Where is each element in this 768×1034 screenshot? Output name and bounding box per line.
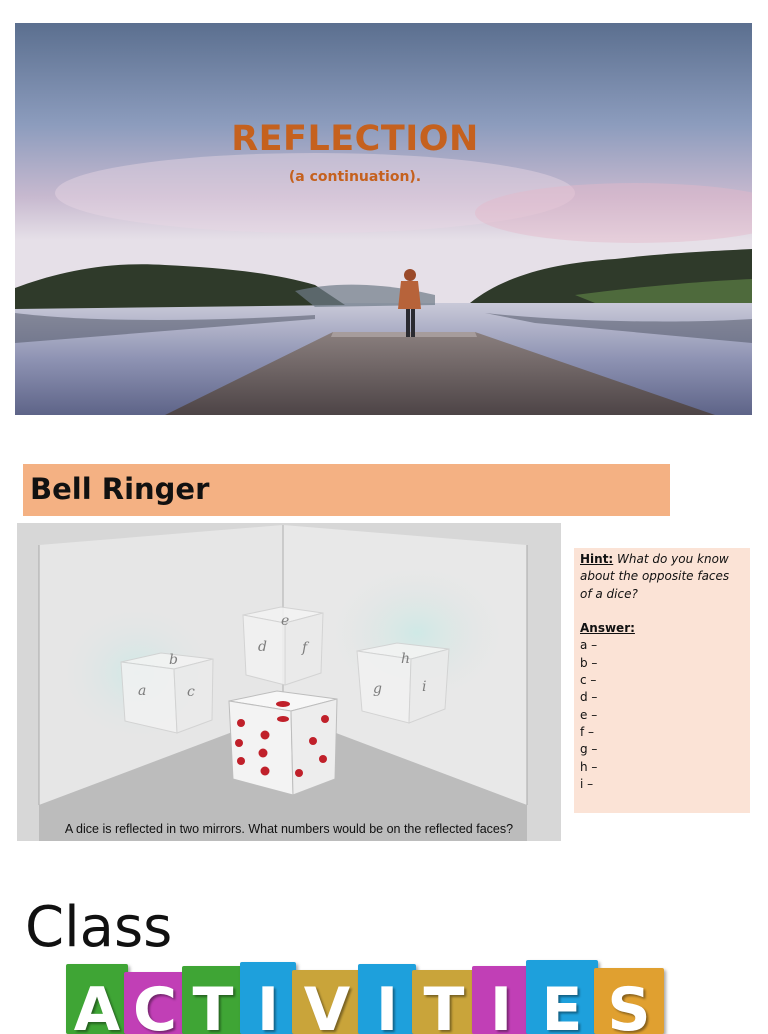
tile-letter: E	[541, 975, 583, 1034]
answer-b: b –	[580, 655, 598, 670]
letter-tile	[526, 960, 598, 1034]
tile-letter: T	[192, 975, 234, 1034]
answer-d: d –	[580, 690, 598, 705]
tile-letter: I	[256, 975, 280, 1034]
answer-c: c –	[580, 673, 597, 688]
answer-g: g –	[580, 742, 598, 757]
class-heading: Class	[25, 895, 173, 960]
tile-letter: A	[73, 975, 121, 1034]
hint-line	[580, 551, 744, 603]
tile-letter: I	[489, 975, 513, 1034]
answer-e: e –	[580, 707, 598, 722]
tile-letter: T	[423, 975, 465, 1034]
face-label-a: a	[138, 683, 147, 699]
letter-tile	[240, 962, 296, 1034]
dice-caption: A dice is reflected in two mirrors. What numbers would be on the reflected faces?	[64, 822, 514, 836]
tile-letter: V	[303, 975, 351, 1034]
hint-label: Hint:	[580, 552, 614, 566]
face-label-i: i	[422, 679, 427, 695]
real-die	[229, 691, 337, 795]
bell-ringer-header	[23, 464, 670, 516]
letter-tile	[124, 972, 186, 1034]
face-label-e: e	[281, 613, 290, 629]
answer-a: a –	[580, 638, 598, 653]
hint-question: What do you know about the opposite faces of a dice?	[580, 552, 730, 601]
face-label-b: b	[169, 652, 178, 668]
letter-tile	[412, 970, 476, 1034]
hint-answer-box	[574, 548, 750, 813]
lake-pier-photo	[15, 23, 752, 415]
reflected-die-left	[121, 653, 213, 733]
tile-letter: I	[375, 975, 399, 1034]
letter-tile	[292, 970, 362, 1034]
face-label-d: d	[258, 639, 267, 655]
hero-banner	[15, 23, 752, 415]
tile-letter: C	[132, 975, 178, 1034]
answer-f: f –	[580, 724, 595, 739]
letter-tile	[594, 968, 664, 1034]
page-title: REFLECTION	[231, 119, 479, 159]
face-label-g: g	[373, 681, 382, 697]
tile-letter: S	[607, 975, 651, 1034]
answer-h: h –	[580, 759, 598, 774]
dice-mirror-illustration	[17, 523, 561, 841]
face-label-c: c	[187, 684, 195, 700]
face-label-h: h	[401, 651, 411, 667]
activities-banner	[66, 948, 666, 1034]
face-label-f: f	[302, 640, 308, 656]
bell-ringer-title: Bell Ringer	[30, 472, 210, 506]
answer-i: i –	[580, 776, 594, 791]
page-subtitle: (a continuation).	[288, 169, 422, 185]
answer-label: Answer:	[580, 621, 635, 636]
